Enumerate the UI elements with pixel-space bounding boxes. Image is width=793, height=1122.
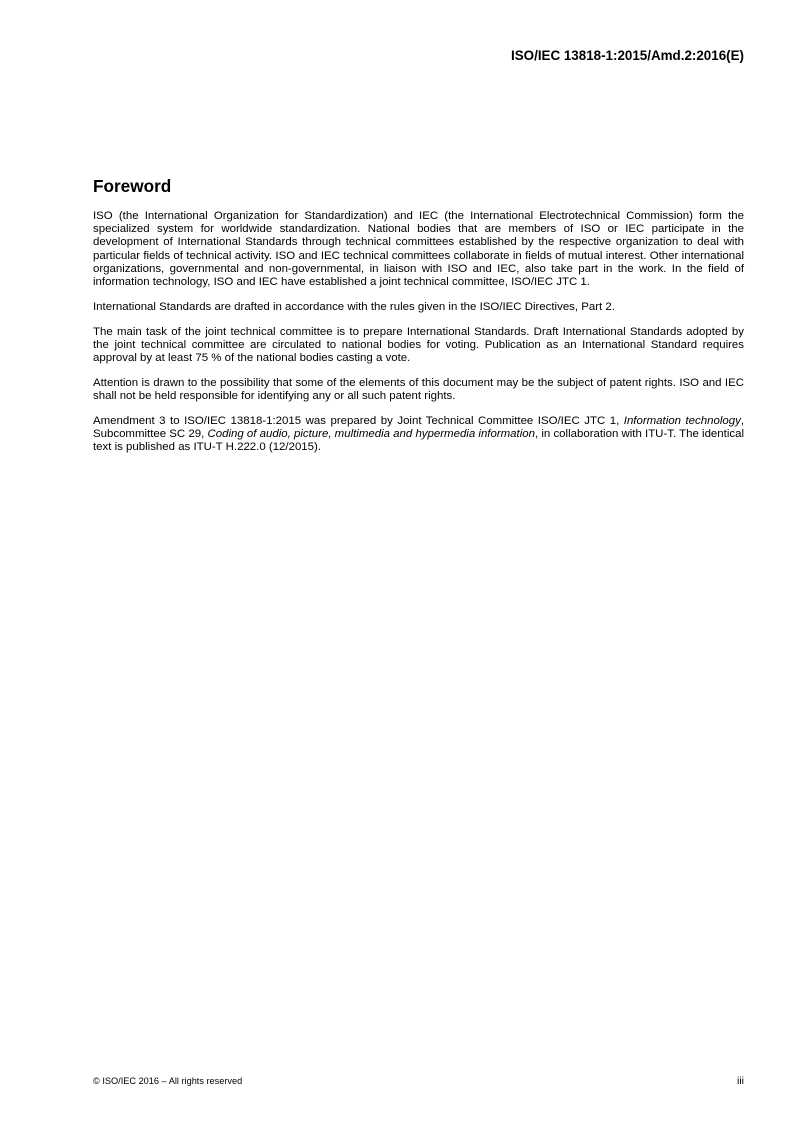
amendment-text-2: , Subcommittee SC 29, bbox=[93, 414, 744, 441]
paragraph-amendment bbox=[93, 415, 744, 455]
amendment-committee-title: Information technology bbox=[623, 414, 741, 427]
foreword-section bbox=[93, 176, 744, 466]
amendment-text-1: Amendment 3 to ISO/IEC 13818-1:2015 was prepared by Joint Technical Committee ISO/IEC JTC 1, bbox=[93, 414, 624, 427]
paragraph-main-task: The main task of the joint technical committee is to prepare International Standards. Draft International Standards adopted by the joint technical committee are circulated to national bodies for voting. Publication as an International Standard requires approval by at least 75 % of the national bodies casting a vote. bbox=[93, 325, 744, 365]
foreword-title: Foreword bbox=[93, 176, 172, 196]
document-identifier: ISO/IEC 13818-1:2015/Amd.2:2016(E) bbox=[511, 48, 744, 63]
paragraph-directives: International Standards are drafted in accordance with the rules given in the ISO/IEC Directives, Part 2. bbox=[93, 300, 615, 313]
page-number: iii bbox=[737, 1075, 744, 1087]
paragraph-patent-rights: Attention is drawn to the possibility that some of the elements of this document may be the subject of patent rights. ISO and IEC shall not be held responsible for identifying any or all such patent rights. bbox=[93, 376, 744, 403]
amendment-subcommittee-title: Coding of audio, picture, multimedia and hypermedia information bbox=[207, 428, 535, 441]
copyright-notice: © ISO/IEC 2016 – All rights reserved bbox=[93, 1076, 243, 1086]
paragraph-iso-iec-intro: ISO (the International Organization for Standardization) and IEC (the International Electrotechnical Commission) form the specialized system for worldwide standardization. National bodies that are members of ISO or IEC participate in the development of International Standards through technical committees established by the respective organization to deal with particular fields of technical activity. ISO and IEC technical committees collaborate in fields of mutual interest. Other international organizations, governmental and non-governmental, in liaison with ISO and IEC, also take part in the work. In the field of information technology, ISO and IEC have established a joint technical committee, ISO/IEC JTC 1. bbox=[93, 210, 744, 289]
amendment-text-3: , in collaboration with ITU-T. The identical text is published as ITU-T H.222.0 (12/2015). bbox=[93, 428, 744, 454]
